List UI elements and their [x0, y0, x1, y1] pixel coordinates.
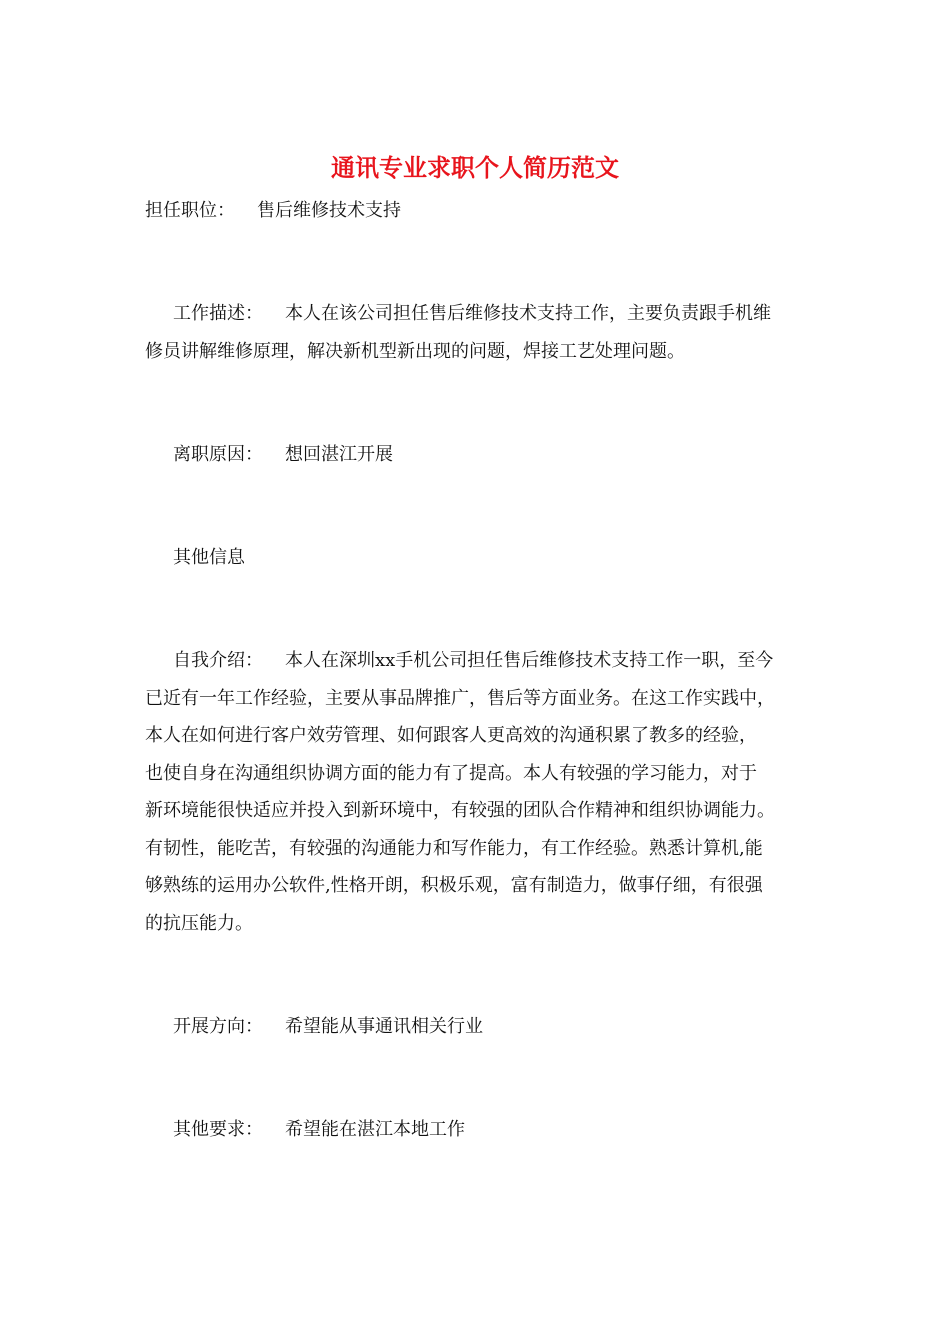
- self-intro-label: 自我介绍：: [173, 650, 263, 671]
- work-description-paragraph: [145, 295, 810, 370]
- other-requirements-label: 其他要求：: [173, 1119, 263, 1140]
- document-title: 通讯专业求职个人简历范文: [331, 153, 619, 182]
- other-requirements-row: [173, 1111, 838, 1149]
- self-intro-line-7: 够熟练的运用办公软件,性格开朗，积极乐观，富有制造力，做事仔细，有很强: [145, 875, 763, 896]
- direction-label: 开展方向：: [173, 1016, 263, 1037]
- self-intro-line-3: 本人在如何进行客户效劳管理、如何跟客人更高效的沟通积累了教多的经验，: [145, 725, 757, 746]
- other-requirements-value: 希望能在湛江本地工作: [285, 1119, 465, 1140]
- position-label: 担任职位：: [145, 200, 235, 221]
- self-intro-line-6: 有韧性，能吃苦，有较强的沟通能力和写作能力，有工作经验。熟悉计算机,能: [145, 837, 763, 859]
- work-description-line-1: 工作描述： 本人在该公司担任售后维修技术支持工作，主要负责跟手机维: [173, 303, 771, 324]
- position-row: [145, 192, 810, 230]
- self-intro-line-5: 新环境能很快适应并投入到新环境中，有较强的团队合作精神和组织协调能力。: [145, 800, 775, 821]
- direction-row: [173, 1008, 838, 1046]
- position-value: 售后维修技术支持: [257, 200, 401, 221]
- work-description-label: 工作描述：: [173, 303, 263, 324]
- self-intro-line-8: 的抗压能力。: [145, 912, 253, 934]
- self-intro-paragraph: [145, 642, 810, 942]
- self-intro-line-2: 已近有一年工作经验，主要从事品牌推广，售后等方面业务。在这工作实践中，: [145, 687, 775, 709]
- self-intro-line-4: 也使自身在沟通组织协调方面的能力有了提高。本人有较强的学习能力，对于: [145, 762, 757, 784]
- leave-reason-value: 想回湛江开展: [285, 444, 393, 465]
- direction-value: 希望能从事通讯相关行业: [285, 1016, 483, 1037]
- leave-reason-row: [173, 436, 838, 474]
- leave-reason-label: 离职原因：: [173, 444, 263, 465]
- other-info-heading: 其他信息: [173, 547, 245, 568]
- work-description-line-2: 修员讲解维修原理，解决新机型新出现的问题，焊接工艺处理问题。: [145, 340, 685, 362]
- self-intro-line-1: 自我介绍： 本人在深圳xx手机公司担任售后维修技术支持工作一职，至今: [173, 650, 774, 671]
